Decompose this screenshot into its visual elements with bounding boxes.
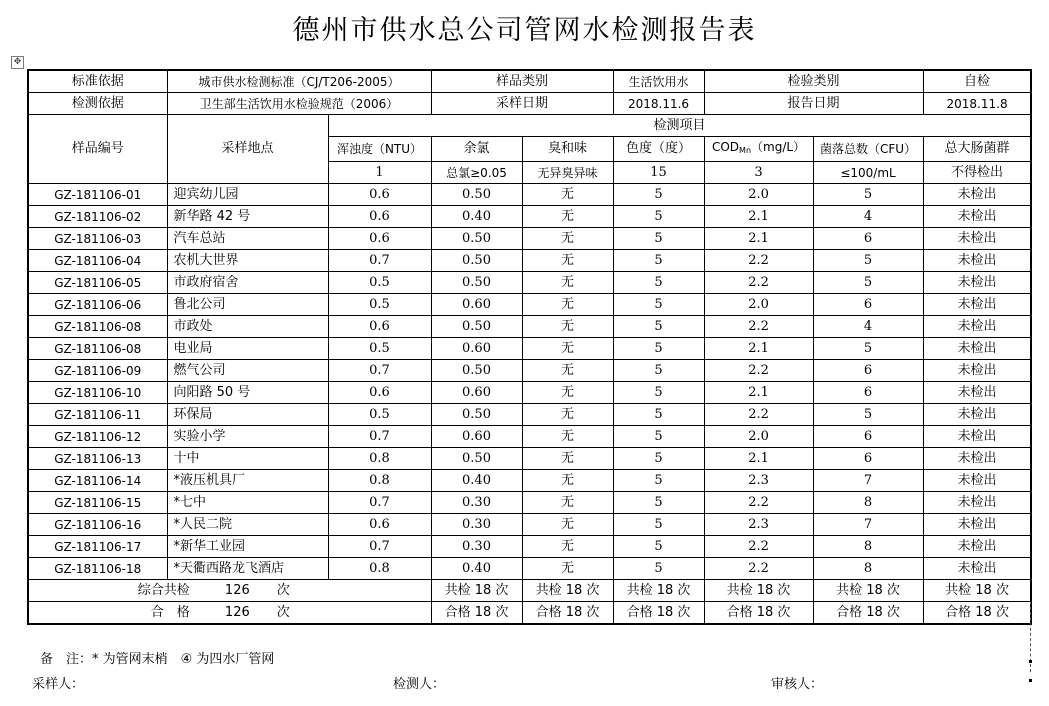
- summary-unit: 次: [276, 604, 290, 620]
- table-row: [28, 316, 1031, 338]
- cod-cell: 2.2: [704, 404, 813, 426]
- turbidity-cell: 0.8: [328, 448, 431, 470]
- sample-no-cell: GZ-181106-18: [28, 558, 167, 580]
- bacteria-cell: 6: [813, 294, 923, 316]
- summary-total-row-count-cell: 共检 18 次: [431, 580, 522, 602]
- sample-no-cell: GZ-181106-03: [28, 228, 167, 250]
- sample-no-cell: GZ-181106-01: [28, 184, 167, 206]
- sample-no-cell: GZ-181106-12: [28, 426, 167, 448]
- location-cell: 十中: [167, 448, 328, 470]
- chlorine-cell: 0.50: [431, 316, 522, 338]
- sample-type-value: 生活饮用水: [613, 70, 704, 93]
- odor-limit: 无异臭异味: [522, 162, 613, 184]
- bacteria-cell: 4: [813, 316, 923, 338]
- bacteria-cell: 6: [813, 426, 923, 448]
- odor-cell: 无: [522, 206, 613, 228]
- location-cell: 鲁北公司: [167, 294, 328, 316]
- bacteria-header: 菌落总数（CFU）: [813, 137, 923, 162]
- summary-label: 合 格: [150, 604, 190, 620]
- table-row: [28, 492, 1031, 514]
- paragraph-mark: [1029, 679, 1032, 682]
- color-limit: 15: [613, 162, 704, 184]
- chlorine-cell: 0.50: [431, 448, 522, 470]
- sample-no-cell: GZ-181106-08: [28, 316, 167, 338]
- chlorine-cell: 0.50: [431, 360, 522, 382]
- bacteria-cell: 8: [813, 558, 923, 580]
- color-cell: 5: [613, 338, 704, 360]
- color-cell: 5: [613, 206, 704, 228]
- bacteria-cell: 6: [813, 360, 923, 382]
- location-cell: 燃气公司: [167, 360, 328, 382]
- cod-unit-text: （mg/L）: [751, 140, 806, 154]
- cod-cell: 2.0: [704, 184, 813, 206]
- cod-cell: 2.3: [704, 514, 813, 536]
- coliform-cell: 未检出: [923, 514, 1031, 536]
- turbidity-cell: 0.6: [328, 228, 431, 250]
- cod-cell: 2.2: [704, 536, 813, 558]
- table-row: [28, 470, 1031, 492]
- table-row: [28, 338, 1031, 360]
- standard-value: 城市供水检测标准（CJ/T206-2005）: [167, 70, 431, 93]
- sample-no-cell: GZ-181106-05: [28, 272, 167, 294]
- color-cell: 5: [613, 184, 704, 206]
- turbidity-cell: 0.6: [328, 316, 431, 338]
- table-row: [28, 382, 1031, 404]
- cod-cell: 2.2: [704, 360, 813, 382]
- location-cell: 迎宾幼儿园: [167, 184, 328, 206]
- cod-limit: 3: [704, 162, 813, 184]
- bacteria-cell: 5: [813, 184, 923, 206]
- location-cell: 市政处: [167, 316, 328, 338]
- location-cell: 向阳路 50 号: [167, 382, 328, 404]
- chlorine-cell: 0.30: [431, 492, 522, 514]
- color-cell: 5: [613, 448, 704, 470]
- summary-pass-row-label-cell: [28, 602, 431, 625]
- sample-date-label: 采样日期: [431, 93, 613, 115]
- coliform-cell: 未检出: [923, 228, 1031, 250]
- chlorine-cell: 0.30: [431, 536, 522, 558]
- coliform-limit: 不得检出: [923, 162, 1031, 184]
- cod-main-text: COD: [711, 140, 740, 154]
- turbidity-cell: 0.7: [328, 536, 431, 558]
- chlorine-cell: 0.40: [431, 470, 522, 492]
- reviewer-label: 审核人：: [771, 677, 824, 692]
- summary-pass-row-count-cell: 合格 18 次: [923, 602, 1031, 625]
- turbidity-cell: 0.8: [328, 558, 431, 580]
- coliform-cell: 未检出: [923, 338, 1031, 360]
- color-cell: 5: [613, 426, 704, 448]
- report-date-value: 2018.11.8: [923, 93, 1031, 115]
- table-row: [28, 426, 1031, 448]
- page-title: 德州市供水总公司管网水检测报告表: [292, 15, 757, 46]
- coliform-header: 总大肠菌群: [923, 137, 1031, 162]
- turbidity-cell: 0.8: [328, 470, 431, 492]
- header-row-1: [28, 115, 1031, 137]
- table-row: [28, 272, 1031, 294]
- turbidity-limit: 1: [328, 162, 431, 184]
- summary-total-row-count-cell: 共检 18 次: [813, 580, 923, 602]
- chlorine-cell: 0.50: [431, 250, 522, 272]
- bacteria-cell: 7: [813, 470, 923, 492]
- turbidity-cell: 0.6: [328, 514, 431, 536]
- cod-cell: 2.2: [704, 316, 813, 338]
- location-cell: *天衢西路龙飞酒店: [167, 558, 328, 580]
- turbidity-cell: 0.7: [328, 360, 431, 382]
- color-cell: 5: [613, 558, 704, 580]
- color-cell: 5: [613, 382, 704, 404]
- inspect-type-label: 检验类别: [704, 70, 923, 93]
- location-cell: *液压机具厂: [167, 470, 328, 492]
- turbidity-cell: 0.7: [328, 426, 431, 448]
- location-header: 采样地点: [167, 115, 328, 184]
- cod-cell: 2.2: [704, 558, 813, 580]
- basis-label: 检测依据: [28, 93, 167, 115]
- odor-cell: 无: [522, 338, 613, 360]
- cod-cell: 2.3: [704, 470, 813, 492]
- location-cell: 电业局: [167, 338, 328, 360]
- location-cell: *新华工业园: [167, 536, 328, 558]
- bacteria-cell: 6: [813, 228, 923, 250]
- info-row-2: [28, 93, 1031, 115]
- odor-header: 臭和味: [522, 137, 613, 162]
- coliform-cell: 未检出: [923, 360, 1031, 382]
- coliform-cell: 未检出: [923, 558, 1031, 580]
- chlorine-cell: 0.50: [431, 184, 522, 206]
- color-header: 色度（度）: [613, 137, 704, 162]
- cod-cell: 2.1: [704, 448, 813, 470]
- color-cell: 5: [613, 536, 704, 558]
- odor-cell: 无: [522, 426, 613, 448]
- turbidity-cell: 0.6: [328, 382, 431, 404]
- bacteria-cell: 4: [813, 206, 923, 228]
- cod-cell: 2.1: [704, 228, 813, 250]
- location-cell: *七中: [167, 492, 328, 514]
- odor-cell: 无: [522, 360, 613, 382]
- info-row-1: [28, 70, 1031, 93]
- sample-no-header: 样品编号: [28, 115, 167, 184]
- summary-count: 126: [224, 604, 250, 620]
- summary-pass-row: [28, 602, 1031, 625]
- summary-count: 126: [224, 582, 250, 598]
- coliform-cell: 未检出: [923, 448, 1031, 470]
- coliform-cell: 未检出: [923, 404, 1031, 426]
- bacteria-cell: 5: [813, 272, 923, 294]
- cod-cell: 2.1: [704, 338, 813, 360]
- standard-label: 标准依据: [28, 70, 167, 93]
- table-row: [28, 250, 1031, 272]
- turbidity-cell: 0.5: [328, 404, 431, 426]
- sample-no-cell: GZ-181106-14: [28, 470, 167, 492]
- sample-no-cell: GZ-181106-06: [28, 294, 167, 316]
- odor-cell: 无: [522, 228, 613, 250]
- sample-no-cell: GZ-181106-09: [28, 360, 167, 382]
- odor-cell: 无: [522, 184, 613, 206]
- report-date-label: 报告日期: [704, 93, 923, 115]
- summary-pass-row-count-cell: 合格 18 次: [704, 602, 813, 625]
- location-cell: 市政府宿舍: [167, 272, 328, 294]
- color-cell: 5: [613, 492, 704, 514]
- coliform-cell: 未检出: [923, 382, 1031, 404]
- sample-no-cell: GZ-181106-10: [28, 382, 167, 404]
- sample-date-value: 2018.11.6: [613, 93, 704, 115]
- turbidity-cell: 0.6: [328, 184, 431, 206]
- bacteria-cell: 5: [813, 338, 923, 360]
- chlorine-limit: 总氯≥0.05: [431, 162, 522, 184]
- bacteria-cell: 6: [813, 448, 923, 470]
- coliform-cell: 未检出: [923, 426, 1031, 448]
- summary-pass-row-count-cell: 合格 18 次: [431, 602, 522, 625]
- coliform-cell: 未检出: [923, 184, 1031, 206]
- turbidity-cell: 0.7: [328, 492, 431, 514]
- chlorine-cell: 0.60: [431, 382, 522, 404]
- chlorine-cell: 0.50: [431, 228, 522, 250]
- sample-no-cell: GZ-181106-16: [28, 514, 167, 536]
- coliform-cell: 未检出: [923, 206, 1031, 228]
- sample-no-cell: GZ-181106-13: [28, 448, 167, 470]
- color-cell: 5: [613, 404, 704, 426]
- table-row: [28, 206, 1031, 228]
- chlorine-cell: 0.60: [431, 426, 522, 448]
- table-move-handle-icon[interactable]: ✥: [11, 56, 24, 69]
- turbidity-header: 浑浊度（NTU）: [328, 137, 431, 162]
- turbidity-cell: 0.5: [328, 272, 431, 294]
- summary-total-row-count-cell: 共检 18 次: [704, 580, 813, 602]
- coliform-cell: 未检出: [923, 250, 1031, 272]
- cod-cell: 2.0: [704, 426, 813, 448]
- location-cell: *人民二院: [167, 514, 328, 536]
- color-cell: 5: [613, 294, 704, 316]
- basis-value: 卫生部生活饮用水检验规范（2006）: [167, 93, 431, 115]
- location-cell: 农机大世界: [167, 250, 328, 272]
- coliform-cell: 未检出: [923, 470, 1031, 492]
- location-cell: 汽车总站: [167, 228, 328, 250]
- odor-cell: 无: [522, 558, 613, 580]
- summary-total-row-count-cell: 共检 18 次: [613, 580, 704, 602]
- summary-total-row-count-cell: 共检 18 次: [522, 580, 613, 602]
- coliform-cell: 未检出: [923, 316, 1031, 338]
- table-row: [28, 404, 1031, 426]
- bacteria-limit: ≤100/mL: [813, 162, 923, 184]
- cod-cell: 2.1: [704, 382, 813, 404]
- inspect-type-value: 自检: [923, 70, 1031, 93]
- odor-cell: 无: [522, 404, 613, 426]
- bacteria-cell: 8: [813, 536, 923, 558]
- sample-no-cell: GZ-181106-04: [28, 250, 167, 272]
- chlorine-cell: 0.50: [431, 272, 522, 294]
- odor-cell: 无: [522, 448, 613, 470]
- chlorine-cell: 0.60: [431, 338, 522, 360]
- location-cell: 新华路 42 号: [167, 206, 328, 228]
- chlorine-cell: 0.40: [431, 206, 522, 228]
- coliform-cell: 未检出: [923, 272, 1031, 294]
- cod-cell: 2.0: [704, 294, 813, 316]
- bacteria-cell: 6: [813, 382, 923, 404]
- summary-total-row: [28, 580, 1031, 602]
- odor-cell: 无: [522, 316, 613, 338]
- sample-type-label: 样品类别: [431, 70, 613, 93]
- odor-cell: 无: [522, 536, 613, 558]
- odor-cell: 无: [522, 250, 613, 272]
- turbidity-cell: 0.5: [328, 338, 431, 360]
- color-cell: 5: [613, 360, 704, 382]
- color-cell: 5: [613, 316, 704, 338]
- items-header: 检测项目: [328, 115, 1031, 137]
- bacteria-cell: 7: [813, 514, 923, 536]
- sample-no-cell: GZ-181106-15: [28, 492, 167, 514]
- chlorine-header: 余氯: [431, 137, 522, 162]
- table-row: [28, 448, 1031, 470]
- sample-no-cell: GZ-181106-11: [28, 404, 167, 426]
- odor-cell: 无: [522, 272, 613, 294]
- turbidity-cell: 0.6: [328, 206, 431, 228]
- summary-pass-row-count-cell: 合格 18 次: [813, 602, 923, 625]
- cod-subscript: Mn: [739, 146, 752, 155]
- coliform-cell: 未检出: [923, 294, 1031, 316]
- inspector-label: 检测人：: [393, 677, 446, 692]
- summary-total-row-label-cell: [28, 580, 431, 602]
- color-cell: 5: [613, 228, 704, 250]
- coliform-cell: 未检出: [923, 492, 1031, 514]
- odor-cell: 无: [522, 470, 613, 492]
- color-cell: 5: [613, 470, 704, 492]
- table-row: [28, 228, 1031, 250]
- table-row: [28, 536, 1031, 558]
- summary-pass-row-count-cell: 合格 18 次: [613, 602, 704, 625]
- bacteria-cell: 5: [813, 404, 923, 426]
- sample-no-cell: GZ-181106-17: [28, 536, 167, 558]
- odor-cell: 无: [522, 294, 613, 316]
- odor-cell: 无: [522, 492, 613, 514]
- cod-cell: 2.1: [704, 206, 813, 228]
- odor-cell: 无: [522, 382, 613, 404]
- chlorine-cell: 0.30: [431, 514, 522, 536]
- summary-unit: 次: [276, 582, 290, 598]
- table-row: [28, 294, 1031, 316]
- table-row: [28, 360, 1031, 382]
- location-cell: 环保局: [167, 404, 328, 426]
- table-row: [28, 184, 1031, 206]
- sample-no-cell: GZ-181106-08: [28, 338, 167, 360]
- turbidity-cell: 0.5: [328, 294, 431, 316]
- color-cell: 5: [613, 250, 704, 272]
- sampler-label: 采样人：: [32, 677, 85, 692]
- cod-cell: 2.2: [704, 272, 813, 294]
- chlorine-cell: 0.40: [431, 558, 522, 580]
- sample-no-cell: GZ-181106-02: [28, 206, 167, 228]
- cod-header: [704, 137, 813, 162]
- cod-cell: 2.2: [704, 250, 813, 272]
- bacteria-cell: 8: [813, 492, 923, 514]
- turbidity-cell: 0.7: [328, 250, 431, 272]
- chlorine-cell: 0.50: [431, 404, 522, 426]
- coliform-cell: 未检出: [923, 536, 1031, 558]
- bacteria-cell: 5: [813, 250, 923, 272]
- location-cell: 实验小学: [167, 426, 328, 448]
- summary-pass-row-count-cell: 合格 18 次: [522, 602, 613, 625]
- summary-total-row-count-cell: 共检 18 次: [923, 580, 1031, 602]
- table-row: [28, 514, 1031, 536]
- report-table: [27, 69, 1032, 625]
- table-row: [28, 558, 1031, 580]
- summary-label: 综合共检: [137, 582, 190, 598]
- footnote: 备 注：* 为管网末梢 ④ 为四水厂管网: [40, 652, 275, 667]
- chlorine-cell: 0.60: [431, 294, 522, 316]
- color-cell: 5: [613, 272, 704, 294]
- paragraph-mark: [1029, 660, 1032, 663]
- color-cell: 5: [613, 514, 704, 536]
- cod-cell: 2.2: [704, 492, 813, 514]
- odor-cell: 无: [522, 514, 613, 536]
